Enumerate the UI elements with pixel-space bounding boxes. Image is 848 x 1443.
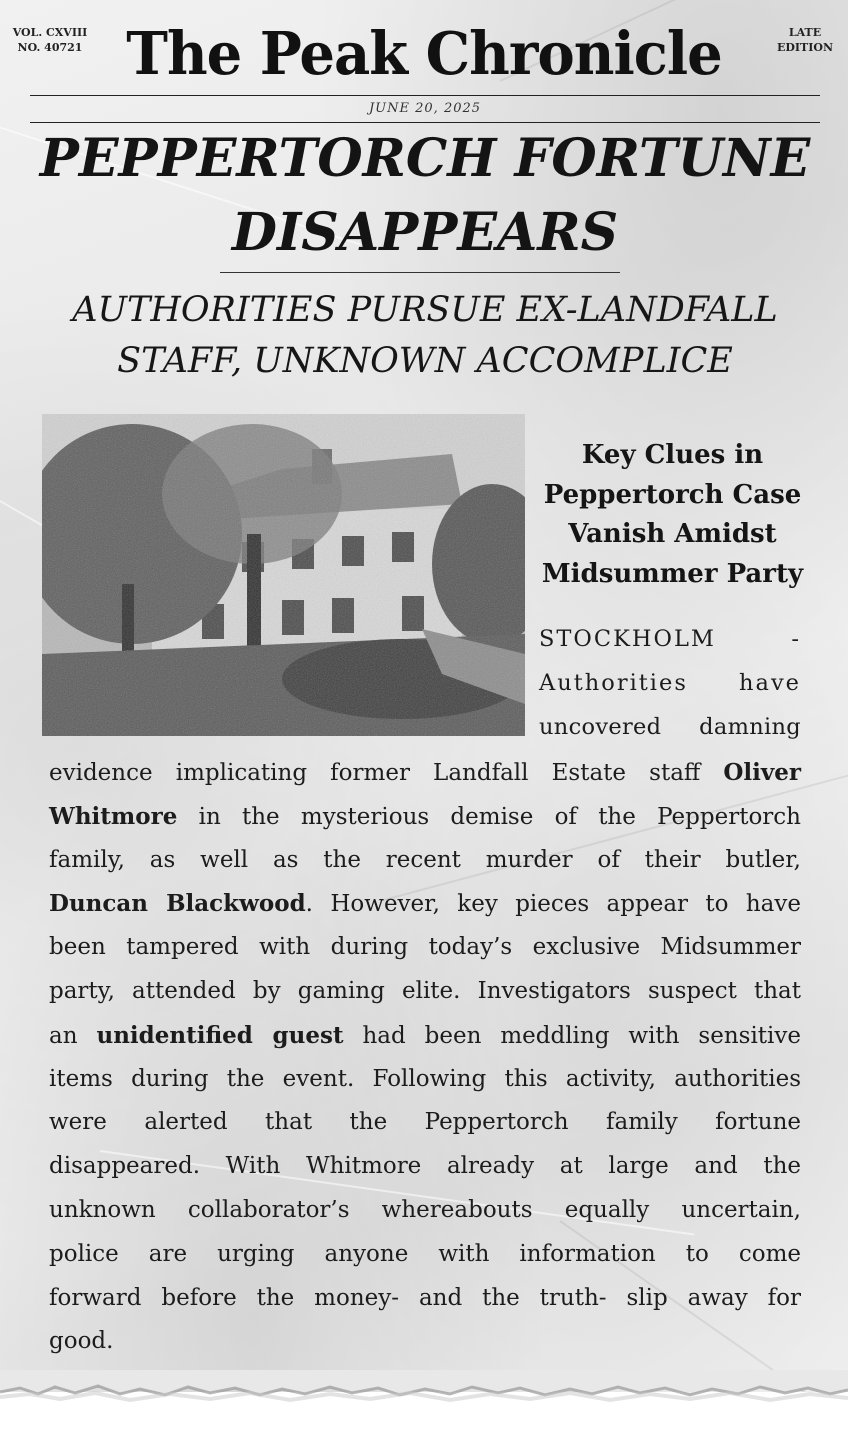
headline-divider xyxy=(220,272,620,273)
edition-line-1: LATE xyxy=(788,26,822,39)
sidebar-title-line: Peppertorch Case xyxy=(543,479,802,510)
newspaper-title: The Peak Chronicle xyxy=(126,19,722,89)
body-text: had been meddling with sensitive xyxy=(343,1022,802,1049)
masthead-top-rule xyxy=(30,95,820,96)
body-line xyxy=(49,751,801,795)
body-line: good. xyxy=(49,1328,114,1355)
main-headline xyxy=(30,122,820,270)
estate-house-photo xyxy=(42,414,525,736)
headline-line-1: PEPPERTORCH FORTUNE xyxy=(39,128,811,189)
suspect-name: Whitmore xyxy=(49,802,178,830)
torn-paper-edge xyxy=(0,1370,848,1420)
headline-line-2: DISAPPEARS xyxy=(231,202,619,263)
sidebar-title-line: Key Clues in xyxy=(581,440,764,470)
body-line: were alerted that the Peppertorch family fortune xyxy=(49,1109,801,1136)
article-body xyxy=(49,751,801,1364)
body-text: . However, key pieces appear to have xyxy=(305,891,801,918)
volume-label: VOL. CXVIII xyxy=(12,26,88,39)
subhead-line-2: STAFF, UNKNOWN ACCOMPLICE xyxy=(117,341,733,381)
sidebar-title-line: Midsummer Party xyxy=(541,558,804,589)
lead-line: STOCKHOLM - xyxy=(539,626,801,652)
body-line xyxy=(49,1014,801,1058)
body-line: police are urging anyone with information to come xyxy=(49,1240,801,1267)
body-line: unknown collaborator’s whereabouts equally uncertain, xyxy=(49,1196,801,1223)
issue-number: NO. 40721 xyxy=(17,41,83,54)
sidebar-heading xyxy=(535,436,810,594)
lead-line: Authorities have xyxy=(539,670,801,696)
house-photo-illustration xyxy=(42,414,525,736)
body-text: evidence implicating former Landfall Estate staff xyxy=(49,760,724,786)
body-line xyxy=(49,882,801,926)
article-lead xyxy=(539,617,801,749)
body-text: an xyxy=(49,1022,97,1049)
body-line: disappeared. With Whitmore already at large and the xyxy=(49,1153,801,1180)
body-line: party, attended by gaming elite. Investigators suspect that xyxy=(49,977,801,1004)
victim-name: Duncan Blackwood xyxy=(49,890,306,918)
volume-number xyxy=(10,25,90,55)
issue-date: JUNE 20, 2025 xyxy=(368,101,482,116)
subheadline xyxy=(40,285,810,387)
edition-label xyxy=(770,25,840,55)
suspect-name: Oliver xyxy=(723,759,801,786)
body-line: family, as well as the recent murder of their butler, xyxy=(49,846,801,873)
edition-line-2: EDITION xyxy=(776,41,834,54)
subhead-line-1: AUTHORITIES PURSUE EX-LANDFALL xyxy=(72,290,778,330)
lead-line: uncovered damning xyxy=(539,714,801,740)
unidentified-guest: unidentified guest xyxy=(96,1021,344,1049)
body-line: items during the event. Following this activity, authorities xyxy=(49,1065,801,1092)
body-line: forward before the money- and the truth- slip away for xyxy=(49,1284,801,1311)
body-line xyxy=(49,795,801,839)
body-line: been tampered with during today’s exclusive Midsummer xyxy=(49,934,801,961)
sidebar-title-line: Vanish Amidst xyxy=(568,519,777,549)
body-text: in the mysterious demise of the Peppertorch xyxy=(177,803,801,830)
